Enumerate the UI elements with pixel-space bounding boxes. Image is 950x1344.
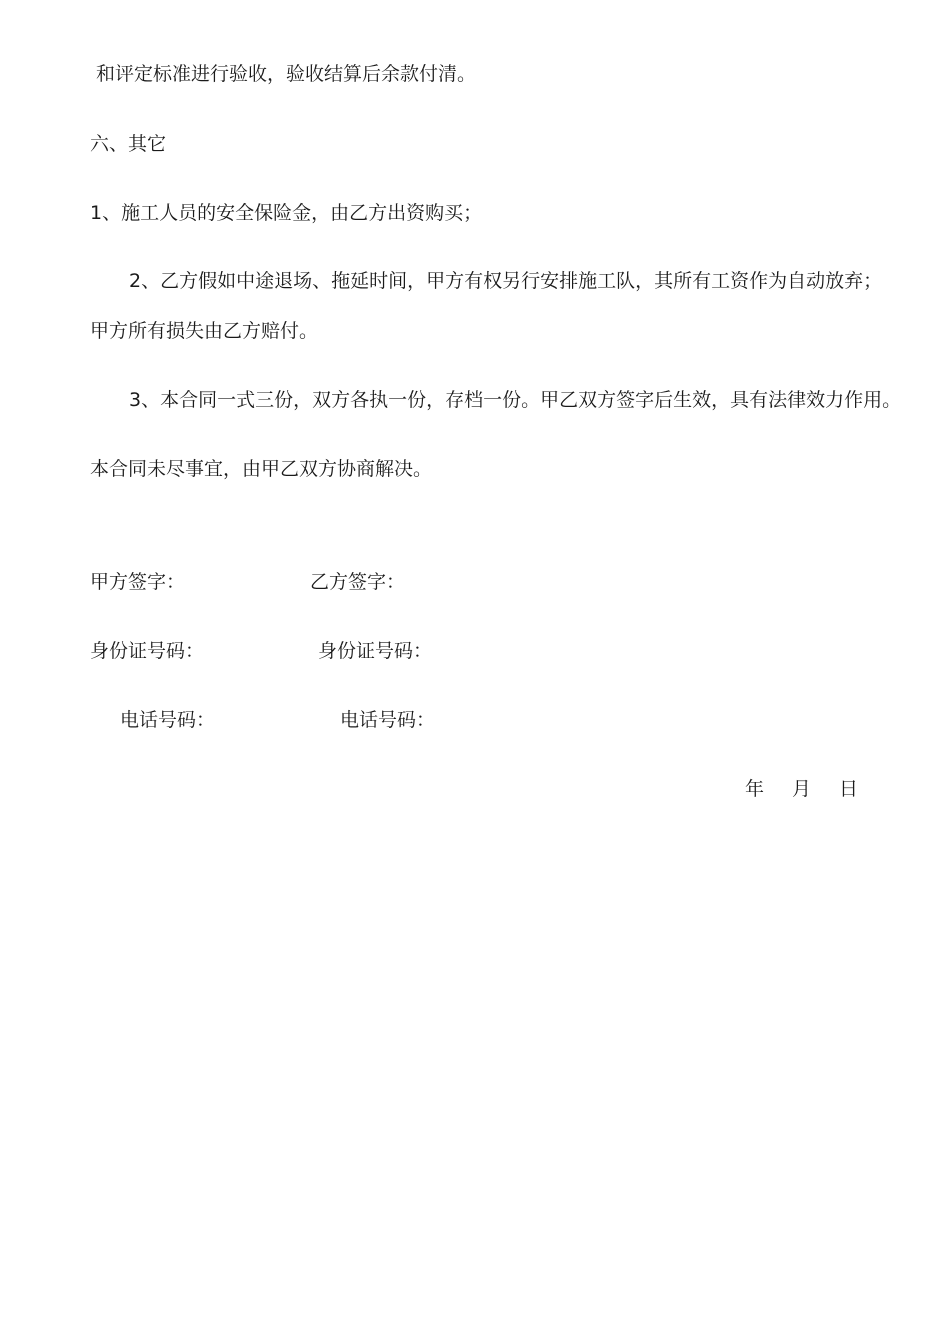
party-a-id-label: 身份证号码： — [90, 640, 205, 662]
date-year-label: 年 — [745, 778, 765, 800]
date-line — [745, 780, 858, 799]
party-b-id-label: 身份证号码： — [318, 640, 433, 662]
date-day-label: 日 — [839, 778, 859, 800]
clause-2-continuation: 甲方所有损失由乙方赔付。 — [90, 320, 319, 342]
clause-1-insurance: 1、施工人员的安全保险金，由乙方出资购买； — [90, 202, 483, 224]
party-b-signature-label: 乙方签字： — [310, 571, 406, 593]
date-month-label: 月 — [792, 778, 812, 800]
party-a-signature-label: 甲方签字： — [90, 571, 186, 593]
party-a-phone-label: 电话号码： — [120, 709, 216, 731]
clause-3-copies: 3、本合同一式三份，双方各执一份，存档一份。甲乙双方签字后生效，具有法律效力作用。 — [129, 389, 902, 411]
clause-2-withdrawal: 2、乙方假如中途退场、拖延时间，甲方有权另行安排施工队，其所有工资作为自动放弃； — [129, 270, 883, 292]
closing-statement: 本合同未尽事宜，由甲乙双方协商解决。 — [90, 458, 433, 480]
party-b-phone-label: 电话号码： — [340, 709, 436, 731]
section-heading-other: 六、其它 — [90, 133, 167, 155]
paragraph-acceptance-continuation: 和评定标准进行验收，验收结算后余款付清。 — [96, 63, 477, 85]
